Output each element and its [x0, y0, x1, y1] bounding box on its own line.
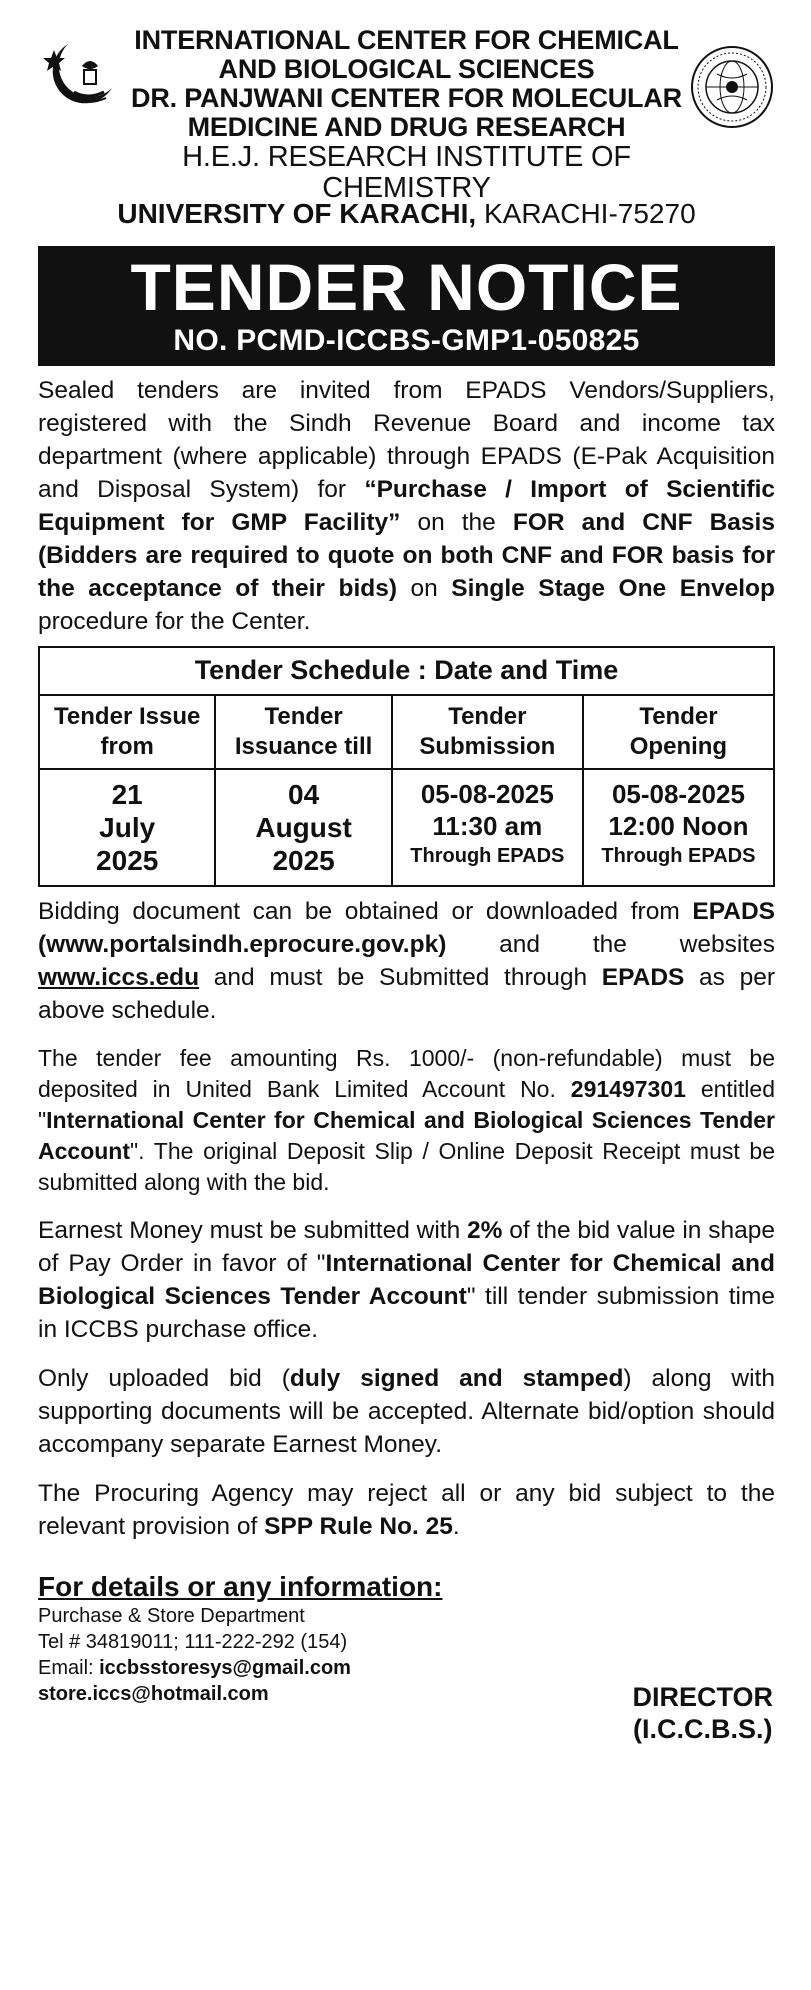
header-line-3: DR. PANJWANI CENTER FOR MOLECULAR — [131, 83, 682, 113]
rejection-paragraph — [38, 1477, 775, 1543]
contact-section — [38, 1571, 775, 1744]
fee-text-2: entitled " — [38, 1076, 775, 1133]
account-number: 291497301 — [570, 1076, 686, 1102]
reject-text-2: . — [452, 1513, 460, 1540]
issue-till-day: 04 — [288, 779, 320, 810]
uploaded-bid-paragraph — [38, 1362, 775, 1461]
university-name: UNIVERSITY OF KARACHI, — [117, 198, 477, 229]
fee-text-3: ". The original Deposit Slip / Online Deposit Receipt must be submitted along with the bid. — [38, 1138, 775, 1195]
title-banner — [38, 246, 775, 366]
header-text: from — [100, 733, 154, 760]
contact-department: Purchase & Store Department — [38, 1605, 305, 1627]
issue-from-cell — [39, 769, 215, 886]
contact-telephone: Tel # 34819011; 111-222-292 (154) — [38, 1631, 348, 1653]
intro-paragraph — [38, 374, 775, 638]
spp-rule: SPP Rule No. 25 — [264, 1513, 453, 1540]
header-opening — [583, 695, 774, 769]
schedule-header-row — [39, 695, 774, 769]
earnest-text-3: " till tender submission time in ICCBS purchase office. — [38, 1283, 775, 1343]
submission-cell — [392, 769, 583, 886]
header-text: Tender — [448, 703, 527, 730]
header-text: Tender — [264, 703, 343, 730]
header-line-1: INTERNATIONAL CENTER FOR CHEMICAL — [134, 25, 679, 55]
intro-text-4: procedure for the Center. — [38, 608, 311, 635]
university-crescent-star-logo — [38, 36, 126, 116]
signatory-org: (I.C.C.B.S.) — [632, 1714, 773, 1744]
issue-till-month: August — [255, 812, 352, 843]
submission-date: 05-08-2025 — [420, 779, 554, 809]
schedule-values-row — [39, 769, 774, 886]
intro-item-title: “Purchase / Import of Scientific Equipment for GMP Facility” — [38, 476, 776, 536]
header-text: Issuance till — [234, 733, 373, 760]
bidding-text-1: Bidding document can be obtained or downloaded from — [38, 898, 693, 925]
contact-heading: For details or any information: — [38, 1571, 443, 1602]
notice-number: NO. PCMD-ICCBS-GMP1-050825 — [173, 324, 640, 357]
issue-from-year: 2025 — [96, 845, 159, 876]
bidding-text-4: as per above schedule. — [38, 964, 776, 1024]
city-postcode: KARACHI-75270 — [483, 198, 696, 229]
university-address — [38, 199, 775, 229]
intro-text-2: on the — [400, 509, 513, 536]
epads-label-2: EPADS — [601, 964, 685, 991]
notice-title: TENDER NOTICE — [130, 250, 683, 324]
earnest-money-paragraph — [38, 1214, 775, 1346]
submission-time: 11:30 am — [432, 811, 543, 841]
header-issuance-till — [215, 695, 391, 769]
schedule-title: Tender Schedule : Date and Time — [39, 647, 774, 695]
header-line-4: MEDICINE AND DRUG RESEARCH — [187, 112, 626, 142]
opening-channel: Through EPADS — [601, 845, 756, 867]
opening-cell — [583, 769, 774, 886]
iccs-website-link[interactable]: www.iccs.edu — [38, 964, 200, 991]
header-line-2: AND BIOLOGICAL SCIENCES — [218, 54, 595, 84]
institution-names — [118, 26, 695, 204]
uploaded-text-1: Only uploaded bid ( — [38, 1365, 290, 1392]
header-text: Tender Issue — [54, 703, 201, 730]
earnest-text-1: Earnest Money must be submitted with — [38, 1217, 468, 1244]
header-text: Opening — [629, 733, 728, 760]
reject-text-1: The Procuring Agency may reject all or any bid subject to the relevant provision of — [38, 1480, 775, 1540]
bidding-text-3: and must be Submitted through — [199, 964, 602, 991]
signatory-block — [632, 1681, 773, 1745]
earnest-percentage: 2% — [467, 1217, 503, 1244]
intro-procedure: Single Stage One Envelop — [451, 575, 775, 602]
submission-channel: Through EPADS — [410, 845, 565, 867]
email-primary[interactable]: iccbsstoresys@gmail.com — [99, 1657, 351, 1679]
bidding-document-paragraph — [38, 895, 775, 1027]
intro-text-3: on — [397, 575, 452, 602]
email-label: Email: — [38, 1657, 100, 1679]
issue-till-cell — [215, 769, 391, 886]
issue-from-month: July — [99, 812, 156, 843]
signatory-title: DIRECTOR — [632, 1682, 773, 1712]
intro-basis: FOR and CNF Basis (Bidders are required to quote on both CNF and FOR basis for the acceptance of their bids) — [38, 509, 775, 602]
signed-stamped-note: duly signed and stamped — [289, 1365, 624, 1392]
email-secondary[interactable]: store.iccs@hotmail.com — [38, 1683, 269, 1705]
earnest-account-title: International Center for Chemical and Biological Sciences Tender Account — [38, 1250, 775, 1310]
header-text: Submission — [419, 733, 556, 760]
tender-schedule-table — [38, 646, 775, 887]
uploaded-text-2: ) along with supporting documents will be accepted. Alternate bid/option should accompany separate Earnest Money. — [38, 1365, 775, 1458]
opening-time: 12:00 Noon — [608, 811, 749, 841]
letterhead — [38, 14, 775, 232]
account-title: International Center for Chemical and Biological Sciences Tender Account — [38, 1107, 775, 1164]
tender-fee-paragraph — [38, 1043, 775, 1198]
intro-text-1: Sealed tenders are invited from EPADS Vendors/Suppliers, registered with the Sindh Revenue Board and income tax department (where applicable) through EPADS (E-Pak Acquisition and Disposal System) for — [38, 377, 775, 503]
header-issue-from — [39, 695, 215, 769]
header-line-5: H.E.J. RESEARCH INSTITUTE OF CHEMISTRY — [182, 141, 631, 204]
earnest-text-2: of the bid value in shape of Pay Order in favor of " — [38, 1217, 775, 1277]
bidding-text-2: and the websites — [446, 931, 775, 958]
opening-date: 05-08-2025 — [611, 779, 745, 809]
header-text: Tender — [639, 703, 718, 730]
issue-till-year: 2025 — [272, 845, 335, 876]
epads-portal-link[interactable]: (www.portalsindh.eprocure.gov.pk) — [38, 931, 447, 958]
contact-email-line — [38, 1655, 775, 1681]
header-submission — [392, 695, 583, 769]
iccbs-seal-logo — [689, 44, 775, 130]
issue-from-day: 21 — [111, 779, 143, 810]
fee-text-1: The tender fee amounting Rs. 1000/- (non-refundable) must be deposited in United Bank Limited Account No. — [38, 1045, 775, 1102]
epads-label: EPADS — [692, 898, 775, 925]
